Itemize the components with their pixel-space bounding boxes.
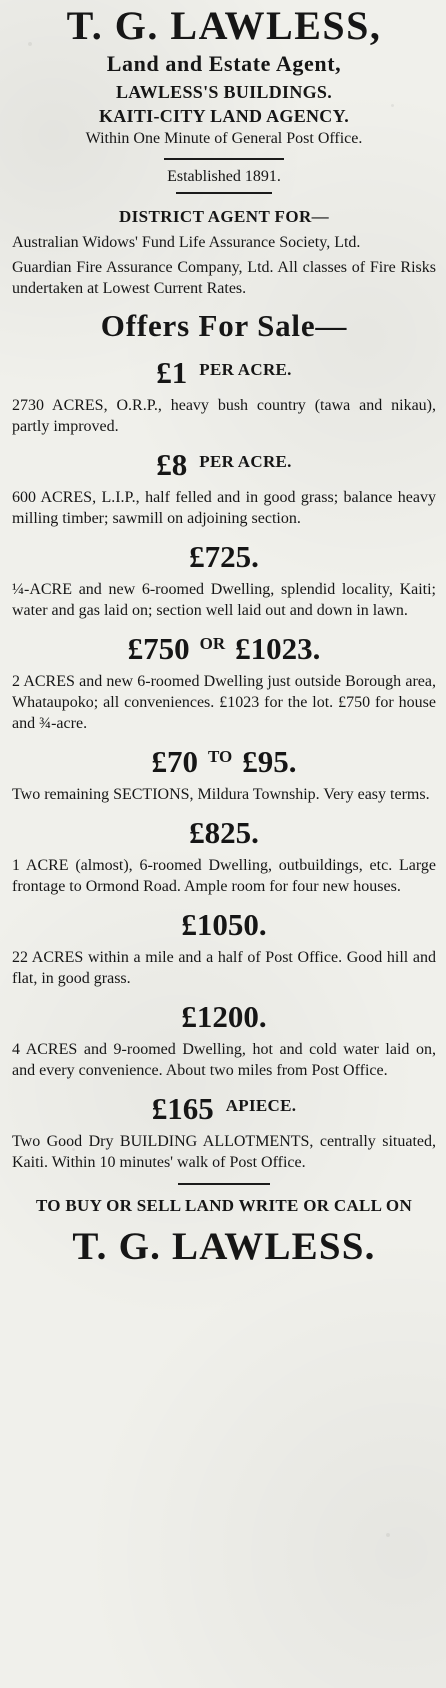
price-main: £165 bbox=[151, 1091, 214, 1126]
price-heading bbox=[12, 907, 436, 943]
listing-text: Two Good Dry BUILDING ALLOTMENTS, centrally situated, Kaiti. Within 10 minutes' walk of Post Office. bbox=[12, 1133, 436, 1171]
price-suffix: PER ACRE. bbox=[199, 360, 292, 379]
price-main: £1200. bbox=[181, 999, 267, 1034]
divider-rule bbox=[178, 1183, 270, 1185]
price-heading bbox=[12, 815, 436, 851]
district-agency-2: Guardian Fire Assurance Company, Ltd. All classes of Fire Risks undertaken at Lowest Current Rates. bbox=[12, 259, 436, 297]
paper-speck bbox=[72, 1148, 75, 1151]
listing-text: 1 ACRE (almost), 6-roomed Dwelling, outbuildings, etc. Large frontage to Ormond Road. Ample room for four new houses. bbox=[12, 857, 436, 895]
location-line: Within One Minute of General Post Office. bbox=[85, 130, 363, 147]
price-join: OR bbox=[199, 634, 226, 653]
price-alt: £1023. bbox=[235, 631, 321, 666]
price-main: £8 bbox=[156, 447, 188, 482]
paper-speck bbox=[386, 1533, 390, 1537]
price-main: £825. bbox=[189, 815, 259, 850]
price-heading bbox=[12, 447, 436, 483]
district-heading: DISTRICT AGENT FOR— bbox=[118, 207, 330, 226]
price-main: £1050. bbox=[181, 907, 267, 942]
price-suffix: PER ACRE. bbox=[199, 452, 292, 471]
listing-text: 2730 ACRES, O.R.P., heavy bush country (tawa and nikau), partly improved. bbox=[12, 397, 436, 435]
paper-speck bbox=[214, 612, 219, 617]
price-join: TO bbox=[207, 747, 233, 766]
listing-text: Two remaining SECTIONS, Mildura Township. Very easy terms. bbox=[12, 786, 430, 803]
price-heading bbox=[12, 744, 436, 780]
price-main: £70 bbox=[151, 744, 198, 779]
price-heading bbox=[12, 999, 436, 1035]
price-heading bbox=[12, 355, 436, 391]
price-main: £1 bbox=[156, 355, 188, 390]
agency-line: KAITI-CITY LAND AGENCY. bbox=[98, 106, 350, 126]
listing-text: ¼-ACRE and new 6-roomed Dwelling, splendid locality, Kaiti; water and gas laid on; section well laid out and down in lawn. bbox=[12, 581, 436, 619]
price-main: £725. bbox=[189, 539, 259, 574]
listing-text: 4 ACRES and 9-roomed Dwelling, hot and cold water laid on, and every convenience. About two miles from Post Office. bbox=[12, 1041, 436, 1079]
offers-heading: Offers For Sale— bbox=[100, 308, 348, 343]
price-heading bbox=[12, 539, 436, 575]
price-suffix: APIECE. bbox=[225, 1096, 297, 1115]
advertiser-name: T. G. LAWLESS, bbox=[66, 3, 382, 48]
footer-advertiser-name: T. G. LAWLESS. bbox=[72, 1225, 376, 1268]
buildings-line: LAWLESS'S BUILDINGS. bbox=[115, 82, 333, 102]
listing-text: 22 ACRES within a mile and a half of Post Office. Good hill and flat, in good grass. bbox=[12, 949, 436, 987]
divider-rule bbox=[164, 158, 284, 160]
divider-rule bbox=[176, 192, 272, 194]
price-heading bbox=[12, 1091, 436, 1127]
price-alt: £95. bbox=[242, 744, 297, 779]
price-main: £750 bbox=[127, 631, 190, 666]
business-title: Land and Estate Agent, bbox=[106, 51, 342, 76]
listing-text: 2 ACRES and new 6-roomed Dwelling just outside Borough area, Whataupoko; all conveniences. £1023 for the lot. £750 for house and ¾-acre. bbox=[12, 673, 436, 732]
listing-text: 600 ACRES, L.I.P., half felled and in good grass; balance heavy milling timber; sawmill on adjoining section. bbox=[12, 489, 436, 527]
district-agency-1: Australian Widows' Fund Life Assurance Society, Ltd. bbox=[12, 234, 361, 251]
closing-call-to-action: TO BUY OR SELL LAND WRITE OR CALL ON bbox=[35, 1196, 413, 1215]
paper-speck bbox=[391, 104, 394, 107]
established-line: Established 1891. bbox=[167, 168, 281, 185]
price-heading bbox=[12, 631, 436, 667]
